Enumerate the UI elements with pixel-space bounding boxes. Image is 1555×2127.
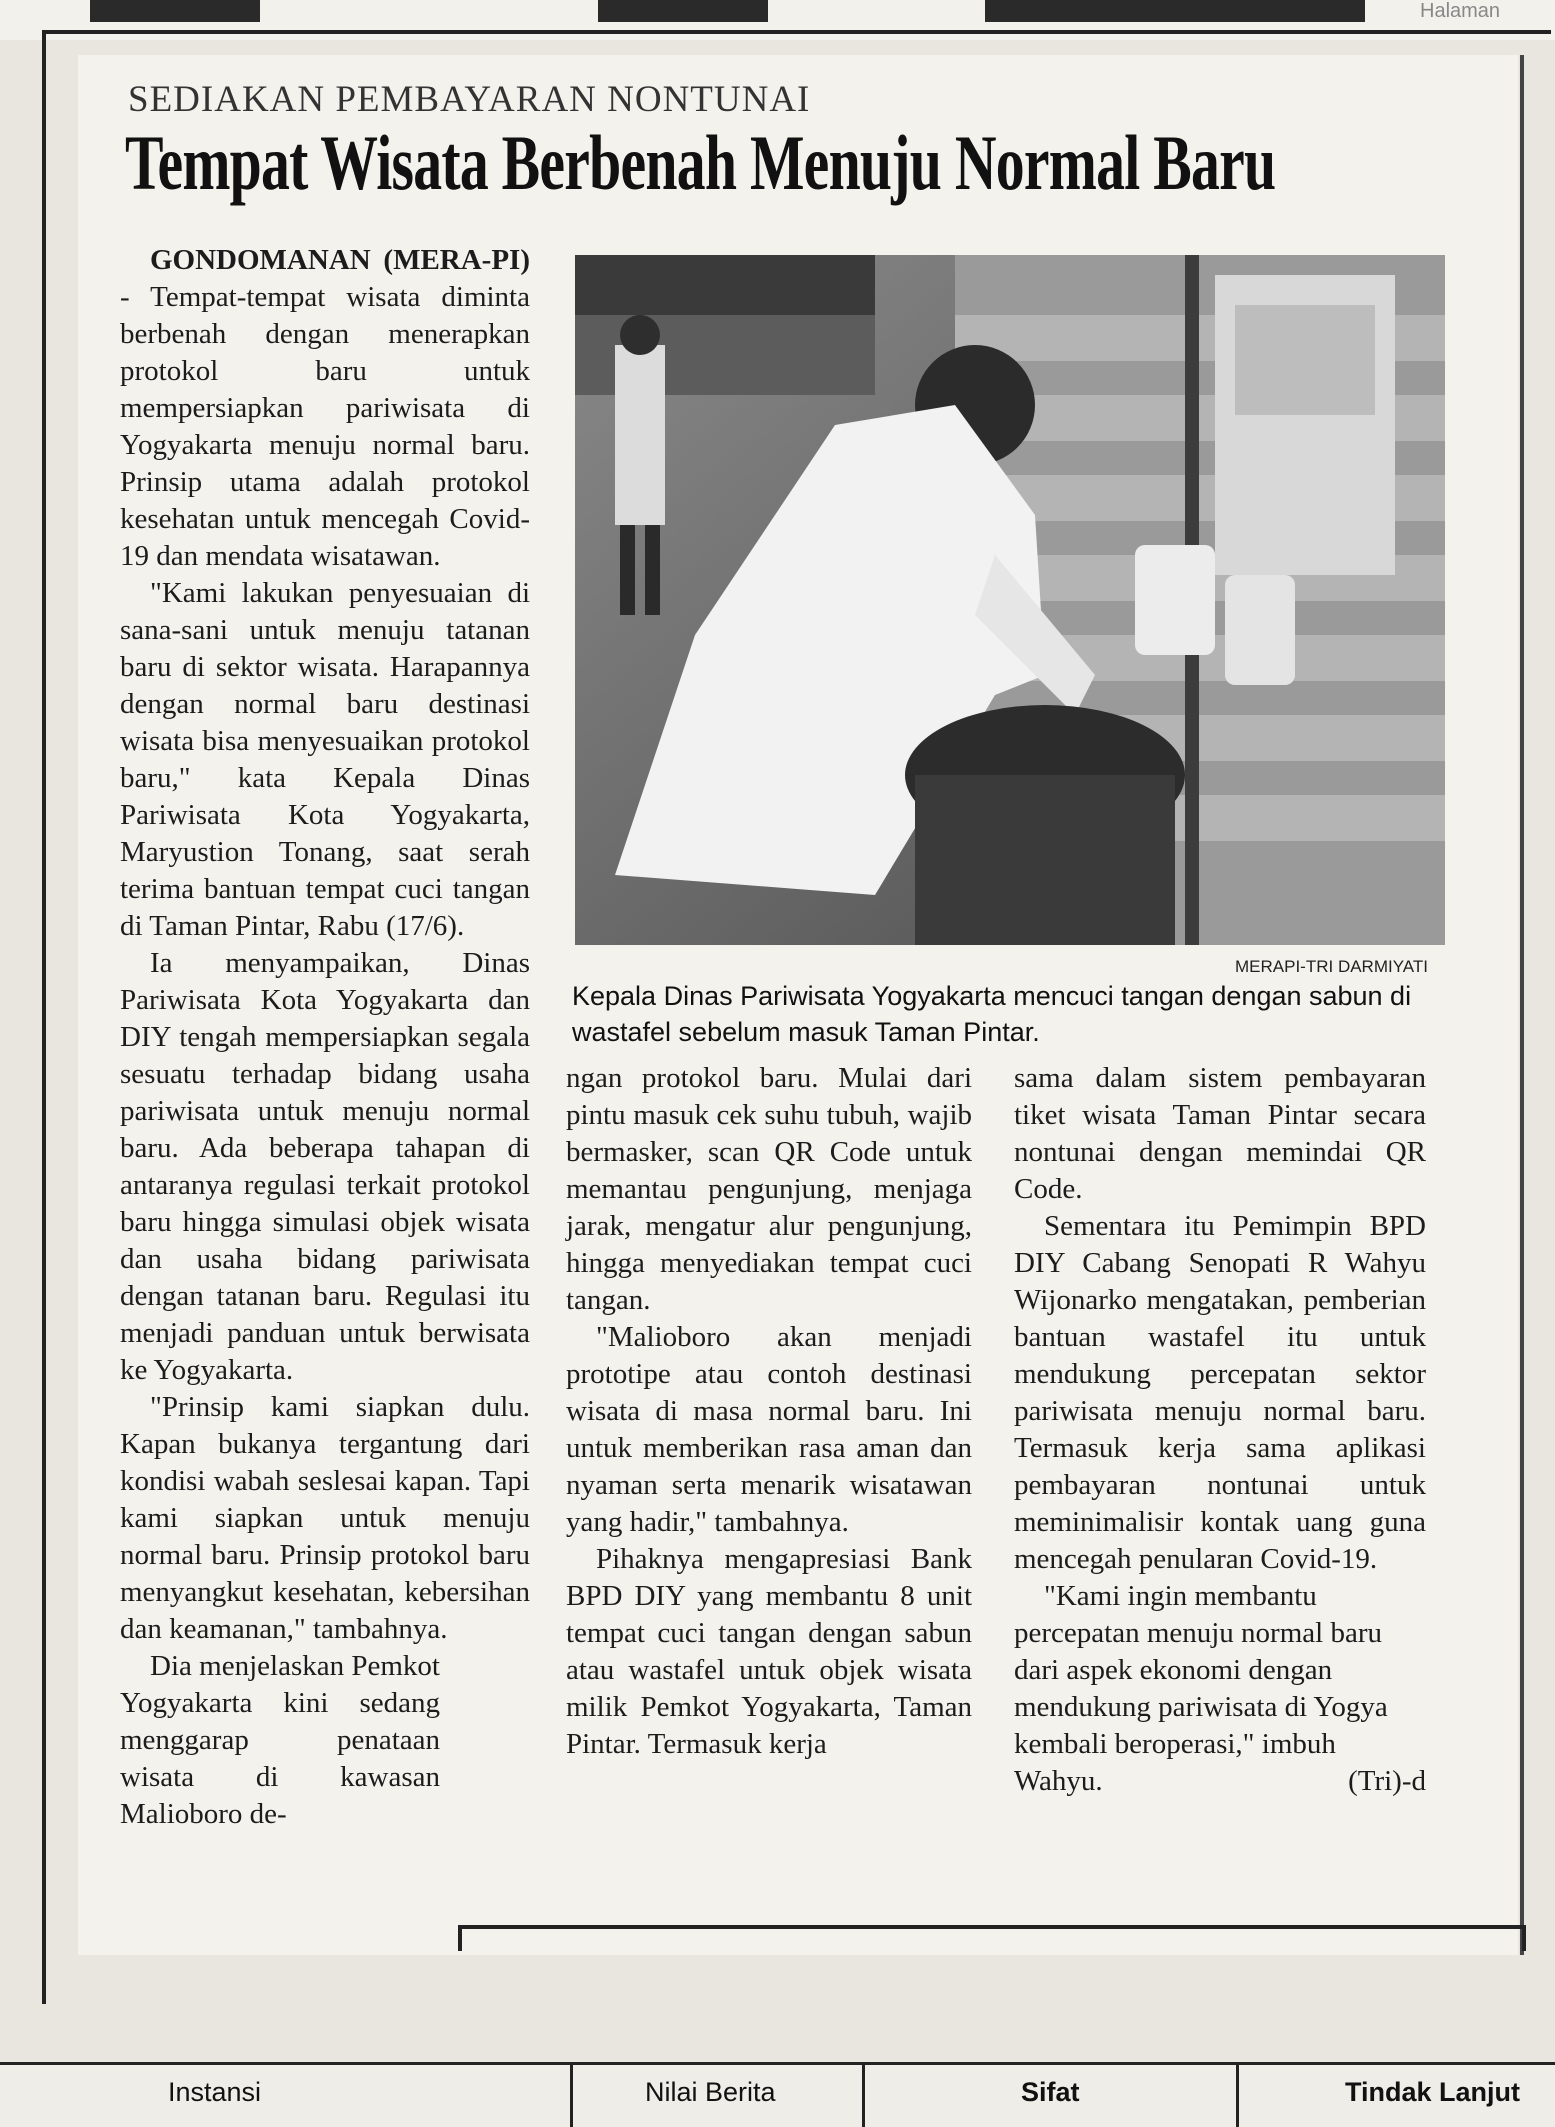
article-paragraph: Ia menyampaikan, Dinas Pariwisata Kota Yogyakarta dan DIY tengah mempersiapkan segala sesuatu terhadap bidang usaha pariwisata untuk menuju normal baru. Ada beberapa tahapan di antaranya regulasi terkait protokol baru hingga simulasi objek wisata dan usaha bidang pariwisata dengan tatanan baru. Regulasi itu menjadi panduan untuk berwisata ke Yogyakarta. (120, 947, 530, 1386)
article-headline: Tempat Wisata Berbenah Menuju Normal Baru (125, 119, 1276, 206)
article-paragraph: Dia menjelaskan Pemkot Yogyakarta kini sedang menggarap penataan wisata di kawasan Malioboro de- (120, 1650, 440, 1830)
article-dateline: GONDOMANAN (MERA-PI) (150, 244, 530, 276)
article-photo (575, 255, 1445, 945)
article-column-2 (566, 1060, 972, 1763)
photo-credit: MERAPI-TRI DARMIYATI (1235, 957, 1428, 976)
day-stamp (598, 0, 768, 22)
footer-instansi: Instansi (168, 2077, 262, 2107)
footer-tindak-lanjut: Tindak Lanjut (1236, 2065, 1555, 2127)
photo-caption: Kepala Dinas Pariwisata Yogyakarta mencuci tangan dengan sabun di wastafel sebelum masuk Taman Pintar. (572, 981, 1412, 1047)
footer-nilai-berita: Nilai Berita (570, 2065, 862, 2127)
article-paragraph: ngan protokol baru. Mulai dari pintu masuk cek suhu tubuh, wajib bermasker, scan QR Code untuk memantau pengunjung, menjaga jarak, mengatur alur pengunjung, hingga menyediakan tempat cuci tangan. (566, 1062, 972, 1316)
date-stamp (985, 0, 1365, 22)
masthead-stamp (90, 0, 260, 22)
article-kicker: SEDIAKAN PEMBAYARAN NONTUNAI (128, 79, 811, 120)
photo-handwashing-scene (575, 255, 1445, 945)
form-footer-row (0, 2062, 1555, 2127)
article-column-1 (120, 242, 530, 1833)
article-paragraph: sama dalam sistem pembayaran tiket wisata Taman Pintar secara nontunai dengan memindai QR Code. (1014, 1062, 1426, 1205)
article-paragraph: Sementara itu Pemimpin BPD DIY Cabang Senopati R Wahyu Wijonarko mengatakan, pemberian bantuan wastafel itu untuk mendukung percepatan sektor pariwisata menuju normal baru. Termasuk kerja sama aplikasi pembayaran nontunai untuk meminimalisir kontak uang guna mencegah penularan Covid-19. (1014, 1210, 1426, 1575)
article-signature: (Tri)-d (1348, 1765, 1426, 1797)
page-label: Halaman (1420, 0, 1501, 22)
article-column-3 (1014, 1060, 1426, 1800)
article-paragraph: "Kami ingin membantu percepatan menuju normal baru dari aspek ekonomi dengan mendukung pariwisata di Yogya kembali beroperasi," imbuh Wahyu. (Tri)-d (1014, 1578, 1426, 1800)
footer-sifat: Sifat (862, 2065, 1236, 2127)
article-paragraph: "Malioboro akan menjadi prototipe atau contoh destinasi wisata di masa normal baru. Ini untuk memberikan rasa aman dan nyaman serta menarik wisatawan yang hadir," tambahnya. (566, 1321, 972, 1538)
article-paragraph: "Prinsip kami siapkan dulu. Kapan bukanya tergantung dari kondisi wabah seslesai kapan. Tapi kami siapkan untuk menuju normal baru. Prinsip protokol baru menyangkut kesehatan, kebersihan dan keamanan," tambahnya. (120, 1391, 530, 1645)
article-paragraph: Pihaknya mengapresiasi Bank BPD DIY yang membantu 8 unit tempat cuci tangan dengan sabun atau wastafel untuk objek wisata milik Pemkot Yogyakarta, Taman Pintar. Termasuk kerja (566, 1543, 972, 1760)
form-frame-right (1520, 55, 1524, 1955)
clipping-bottom-border (458, 1925, 1526, 1951)
article-paragraph: GONDOMANAN (MERA-PI) - Tempat-tempat wisata diminta berbenah dengan menerapkan protokol baru untuk mempersiapkan pariwisata di Yogyakarta menuju normal baru. Prinsip utama adalah protokol kesehatan untuk mencegah Covid-19 dan mendata wisatawan. (120, 244, 530, 572)
article-paragraph: "Kami lakukan penyesuaian di sana-sani untuk menuju tatanan baru di sektor wisata. Harapannya dengan normal baru destinasi wisata bisa menyesuaikan protokol baru," kata Kepala Dinas Pariwisata Kota Yogyakarta, Maryustion Tonang, saat serah terima bantuan tempat cuci tangan di Taman Pintar, Rabu (17/6). (120, 577, 530, 942)
